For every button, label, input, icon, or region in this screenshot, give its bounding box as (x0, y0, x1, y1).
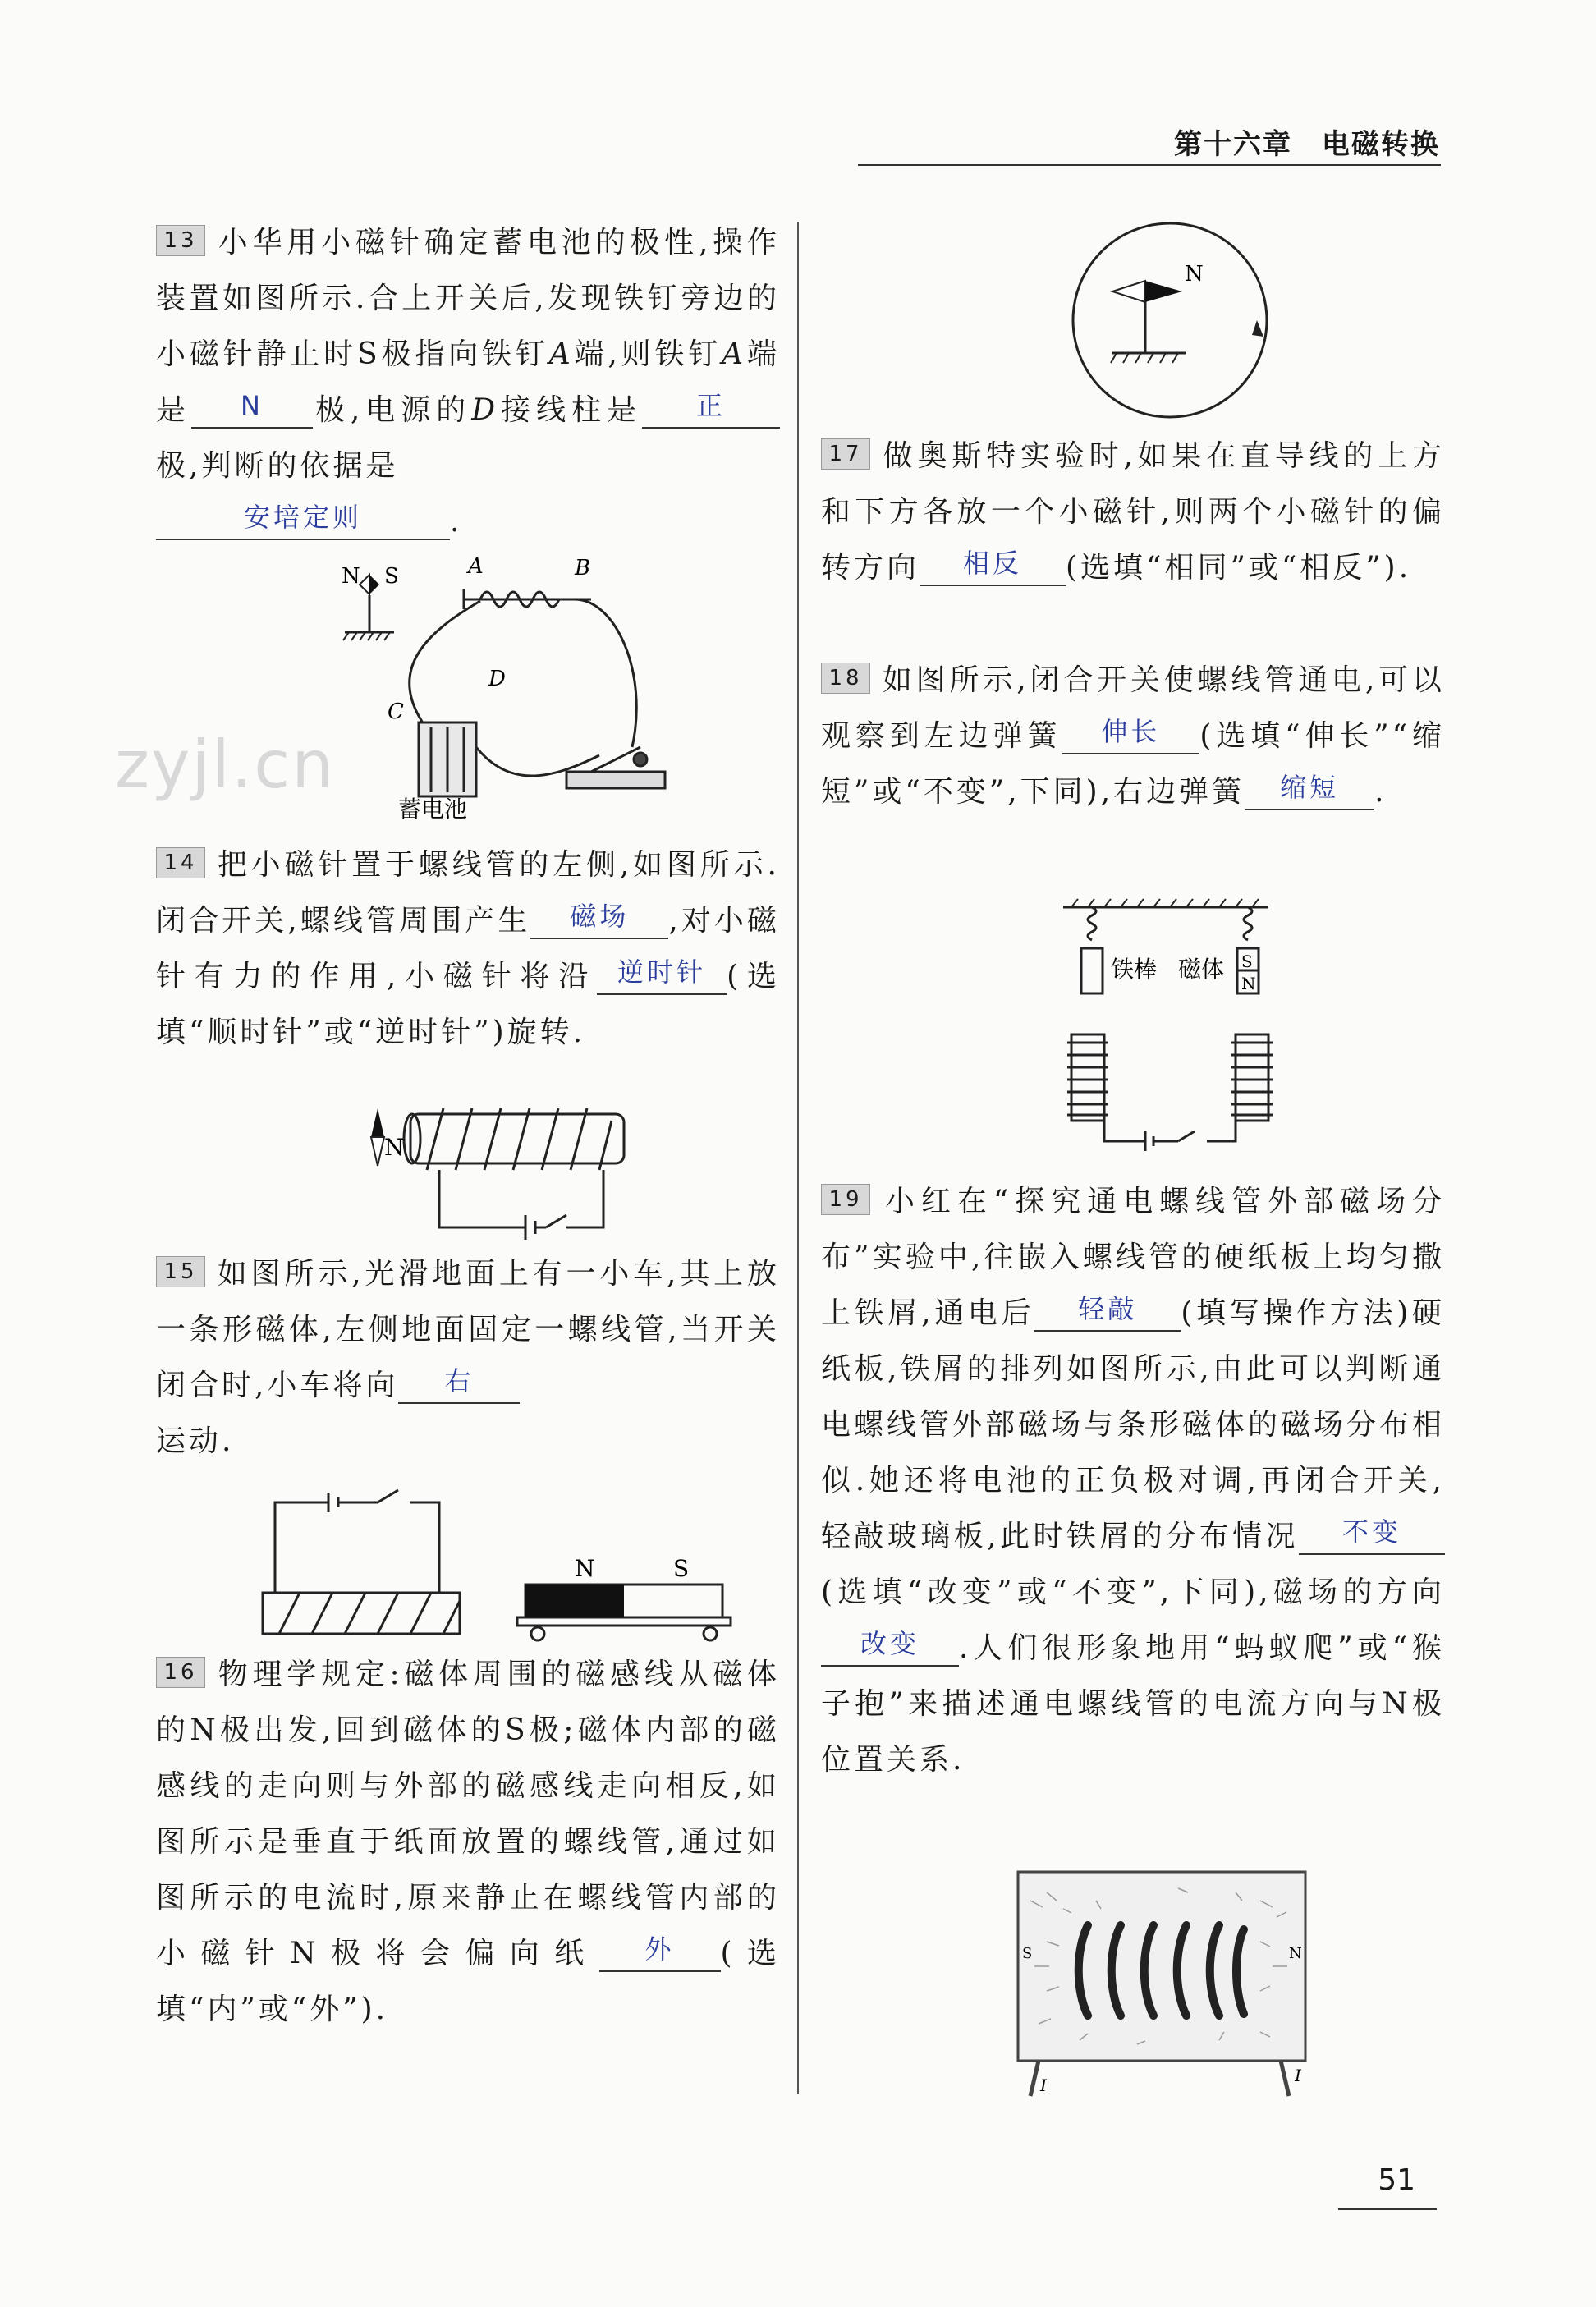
question-number: 19 (821, 1184, 870, 1215)
question-number: 13 (156, 225, 205, 256)
answer-blank[interactable] (1299, 1516, 1445, 1555)
answer-text: 右 (444, 1365, 475, 1397)
q13-figure (328, 550, 690, 821)
question-text: 做奥斯特实验时,如果在直导线的上方和下方各放一个小磁针,则两个小磁针的偏转方向 (821, 439, 1445, 585)
header-rule (858, 164, 1441, 166)
question-text: (选填“顺时针”或“逆时针”)旋转. (156, 960, 780, 1049)
magnet-n-label: N (1241, 974, 1256, 993)
question-text: (选填“相同”或“相反”). (1066, 551, 1412, 585)
q18-figure (1055, 895, 1285, 1158)
question-19 (821, 1174, 1445, 1788)
question-13 (156, 215, 780, 550)
question-number: 16 (156, 1657, 205, 1688)
answer-text: N (241, 390, 264, 421)
magnet-s-label: S (673, 1555, 690, 1582)
answer-blank[interactable] (1034, 1293, 1181, 1332)
answer-blank[interactable] (156, 502, 450, 540)
question-text: (选填“改变”或“不变”,下同),磁场的方向 (821, 1575, 1445, 1609)
question-18 (821, 653, 1445, 820)
question-16 (156, 1647, 780, 2038)
question-text: 如图所示,闭合开关使螺线管通电,可以观察到左边弹簧 (821, 663, 1445, 753)
question-number: 15 (156, 1256, 205, 1287)
current-label-right: I (1295, 2066, 1301, 2085)
iron-rod-label: 铁棒 (1111, 956, 1158, 983)
question-text: (选填“内”或“外”). (156, 1937, 780, 2026)
question-text: 端,则铁钉 (573, 337, 722, 371)
current-label-left: I (1040, 2075, 1047, 2095)
answer-text: 正 (695, 390, 726, 421)
q14-figure (361, 1104, 640, 1244)
q15-figure (255, 1478, 747, 1642)
answer-blank[interactable] (1062, 716, 1199, 754)
watermark: zyjl.cn (115, 727, 335, 803)
answer-text: 改变 (860, 1628, 920, 1659)
label-a: A (468, 554, 484, 579)
coil-s-label: S (1022, 1945, 1033, 1962)
magnet-n-label: N (575, 1555, 595, 1582)
compass-n-label: N (342, 564, 360, 589)
question-15 (156, 1246, 780, 1470)
question-text: 如图所示,光滑地面上有一小车,其上放一条形磁体,左侧地面固定一螺线管,当开关闭合时,小车将向 (156, 1257, 780, 1402)
answer-text: 相反 (963, 548, 1023, 579)
coil-n-label: N (1289, 1945, 1302, 1962)
question-text: 极,电源的 (312, 393, 472, 427)
magnet-s-label: S (1241, 952, 1253, 971)
question-text: 运动. (156, 1424, 235, 1458)
page-number: 51 (1378, 2163, 1415, 2197)
italic-letter: A (548, 337, 574, 371)
question-14 (156, 837, 780, 1061)
question-text: 极,判断的依据是 (156, 449, 399, 483)
question-number: 18 (821, 663, 870, 694)
answer-blank[interactable] (597, 956, 727, 995)
label-d: D (488, 667, 506, 691)
compass-s-label: S (384, 564, 399, 589)
question-text: 接线柱是 (498, 393, 642, 427)
answer-blank[interactable] (530, 901, 668, 939)
answer-blank[interactable] (599, 1933, 721, 1972)
answer-text: 不变 (1341, 1516, 1401, 1548)
question-number: 17 (821, 438, 870, 470)
question-text: 小华用小磁针确定蓄电池的极性,操作装置如图所示.合上开关后,发现铁钉旁边的小磁针静止时S极指向铁钉 (156, 226, 780, 371)
question-text: . (1374, 775, 1387, 809)
page-number-rule (1338, 2208, 1437, 2210)
answer-text: 磁场 (570, 901, 630, 932)
answer-text: 外 (644, 1933, 675, 1965)
question-text: (选填“伸长”“缩短”或“不变”,下同),右边弹簧 (821, 719, 1445, 809)
label-c: C (388, 699, 404, 724)
column-divider (797, 222, 799, 2094)
compass-n-label: N (1185, 262, 1204, 287)
answer-blank[interactable] (821, 1628, 959, 1667)
answer-text: 逆时针 (617, 956, 707, 988)
question-text: 端是 (156, 337, 780, 427)
answer-blank[interactable] (920, 548, 1066, 586)
answer-text: 安培定则 (243, 502, 362, 533)
answer-text: 伸长 (1101, 716, 1161, 747)
answer-blank[interactable] (398, 1365, 520, 1404)
answer-text: 轻敲 (1078, 1293, 1138, 1324)
chapter-header: 第十六章 电磁转换 (1174, 128, 1440, 161)
question-text: .人们很形象地用“蚂蚁爬”或“猴子抱”来描述通电螺线管的电流方向与N极位置关系. (821, 1631, 1445, 1777)
answer-blank[interactable] (1245, 772, 1374, 810)
question-text: ,对小磁针有力的作用,小磁针将沿 (156, 904, 780, 993)
battery-label: 蓄电池 (398, 796, 468, 821)
italic-letter: D (471, 393, 499, 427)
question-text: . (450, 505, 463, 539)
question-17 (821, 429, 1445, 596)
italic-letter: A (722, 337, 747, 371)
answer-blank[interactable] (642, 390, 780, 429)
question-text: 小红在“探究通电螺线管外部磁场分布”实验中,往嵌入螺线管的硬纸板上均匀撒上铁屑,通电后 (821, 1185, 1445, 1330)
question-text: 把小磁针置于螺线管的左侧,如图所示.闭合开关,螺线管周围产生 (156, 848, 780, 938)
question-number: 14 (156, 847, 205, 878)
question-text: (填写操作方法)硬纸板,铁屑的排列如图所示,由此可以判断通电螺线管外部磁场与条形磁体的磁场分布相似.她还将电池的正负极对调,再闭合开关,轻敲玻璃板,此时铁屑的分布情况 (821, 1296, 1446, 1553)
answer-blank[interactable] (191, 390, 313, 429)
compass-n-label: N (384, 1134, 405, 1161)
question-text: 物理学规定:磁体周围的磁感线从磁体的N极出发,回到磁体的S极;磁体内部的磁感线的走向则与外部的磁感线走向相反,如图所示是垂直于纸面放置的螺线管,通过如图所示的电流时,原来静止在螺线管内部的小磁针N极将会偏向纸 (156, 1658, 780, 1970)
magnet-label: 磁体 (1178, 956, 1225, 983)
answer-text: 缩短 (1280, 772, 1340, 803)
label-b: B (575, 556, 591, 580)
q19-iron-filings-photo (1014, 1868, 1309, 2098)
q16-figure (1063, 222, 1277, 419)
